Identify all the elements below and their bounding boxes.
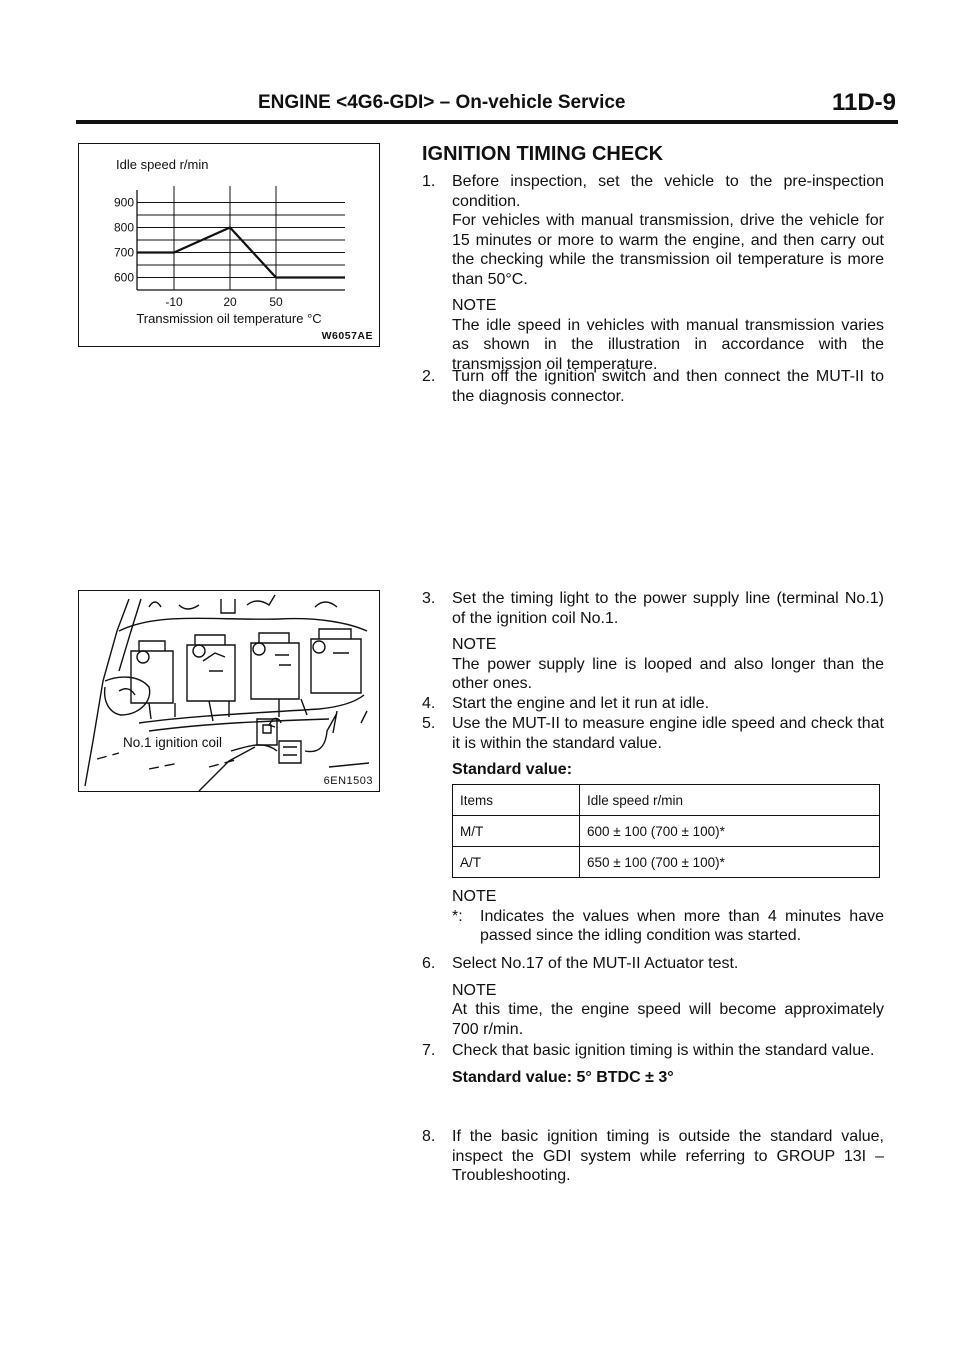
- note-text: The power supply line is looped and also longer than the other ones.: [452, 655, 884, 692]
- note-label: NOTE: [452, 888, 497, 905]
- note-text: Indicates the values when more than 4 minutes have passed since the idling condition was started.: [480, 907, 884, 944]
- y-tick-label: 800: [113, 220, 134, 235]
- chart-xlabel: Transmission oil temperature °C: [136, 311, 322, 326]
- table-header: Idle speed r/min: [580, 785, 880, 816]
- header-title: ENGINE <4G6-GDI> – On-vehicle Service: [258, 92, 626, 113]
- x-tick-label: 20: [223, 295, 237, 309]
- x-tick-label: -10: [165, 295, 183, 309]
- step-number: 5.: [422, 715, 436, 732]
- step-3: [400, 589, 884, 701]
- step-text: Check that basic ignition timing is within the standard value.: [452, 1042, 875, 1059]
- step-text: Before inspection, set the vehicle to the pre-inspection condition.: [452, 173, 884, 210]
- section-title: IGNITION TIMING CHECK: [422, 143, 664, 165]
- engine-illustration: [79, 591, 379, 791]
- table-cell: 600 ± 100 (700 ± 100)*: [580, 816, 880, 847]
- step-number: 7.: [422, 1042, 436, 1059]
- note-text: The idle speed in vehicles with manual transmission varies as shown in the illustration in accordance with the transmission oil temperature.: [452, 316, 884, 373]
- x-tick-label: 50: [269, 295, 283, 309]
- table-cell: 650 ± 100 (700 ± 100)*: [580, 847, 880, 878]
- chart-title: Idle speed r/min: [116, 157, 209, 172]
- note-label: NOTE: [452, 297, 497, 314]
- table-row: [453, 847, 880, 878]
- step-6: [400, 954, 884, 1046]
- step-2: [400, 367, 884, 413]
- step-7: [400, 1041, 884, 1094]
- step-5: [400, 714, 884, 780]
- coil-callout-label: No.1 ignition coil: [123, 735, 223, 750]
- standard-value-table: [452, 784, 880, 878]
- step-8: [400, 1127, 884, 1193]
- note-marker: *:: [452, 907, 463, 925]
- note-label: NOTE: [452, 981, 497, 999]
- figure-code: 6EN1503: [323, 775, 373, 787]
- step-text: For vehicles with manual transmission, drive the vehicle for 15 minutes or more to warm the engine, and then carry out the checking while the transmission oil temperature is more than 50°C.: [452, 212, 884, 288]
- header-rule: [76, 120, 898, 124]
- table-header-row: [453, 785, 880, 816]
- step-number: 1.: [422, 173, 436, 190]
- table-cell: M/T: [453, 816, 580, 847]
- note-text: At this time, the engine speed will become approximately 700 r/min.: [452, 1001, 884, 1038]
- step-number: 4.: [422, 695, 436, 712]
- y-tick-label: 900: [113, 195, 134, 210]
- ignition-coil-figure: [78, 590, 380, 792]
- step-text: Select No.17 of the MUT-II Actuator test.: [452, 955, 739, 972]
- step-1: [400, 172, 884, 381]
- y-tick-label: 700: [113, 245, 134, 260]
- y-tick-label: 600: [113, 270, 134, 285]
- note-body: [452, 907, 884, 946]
- step-number: 3.: [422, 590, 436, 607]
- step-text: Set the timing light to the power supply line (terminal No.1) of the ignition coil No.1.: [452, 590, 884, 627]
- table-header: Items: [453, 785, 580, 816]
- idle-speed-figure: [78, 143, 380, 347]
- step-number: 8.: [422, 1128, 436, 1145]
- step-number: 2.: [422, 368, 436, 385]
- step-number: 6.: [422, 955, 436, 972]
- standard-value: Standard value: 5° BTDC ± 3°: [452, 1068, 674, 1086]
- table-note: [400, 887, 884, 946]
- page-number: 11D-9: [831, 89, 896, 116]
- step-text: Use the MUT-II to measure engine idle speed and check that it is within the standard value.: [452, 715, 884, 752]
- figure-code: W6057AE: [321, 330, 373, 342]
- step-text: Turn off the ignition switch and then connect the MUT-II to the diagnosis connector.: [452, 368, 884, 405]
- table-cell: A/T: [453, 847, 580, 878]
- step-text: Start the engine and let it run at idle.: [452, 695, 710, 712]
- note-label: NOTE: [452, 636, 497, 653]
- table-row: [453, 816, 880, 847]
- standard-value-label: Standard value:: [452, 761, 573, 778]
- step-text: If the basic ignition timing is outside the standard value, inspect the GDI system while referring to GROUP 13I – Troubleshooting.: [452, 1128, 884, 1184]
